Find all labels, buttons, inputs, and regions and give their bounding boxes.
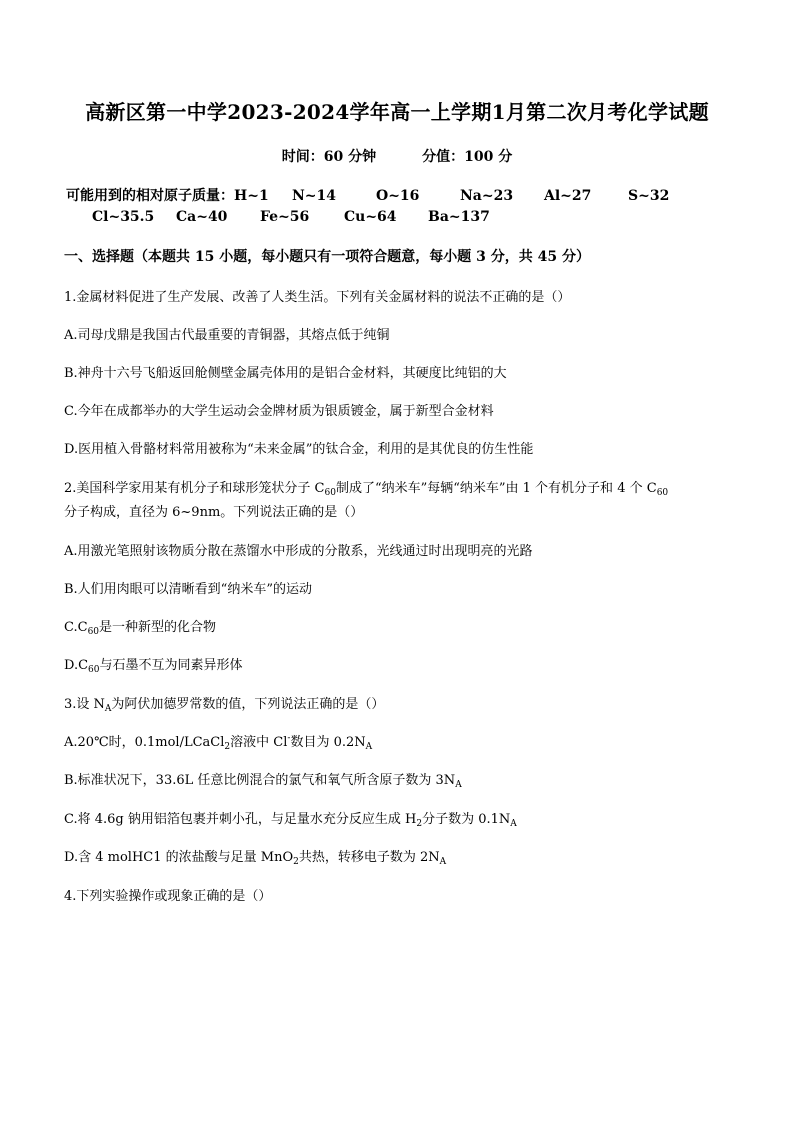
question-4-stem: 4.下列实验操作或现象正确的是（） — [64, 889, 272, 904]
atomic-mass: Ca~40 — [176, 209, 228, 225]
atomic-mass: S~32 — [628, 188, 670, 204]
question-2-stem-line-1: 2.美国科学家用某有机分子和球形笼状分子 $C_{60}$制成了“纳米车”每辆“纳米车”由 1 个有机分子和 4 个 $C_{60}$ — [64, 481, 669, 498]
question-3-option-b: B.标准状况下，33.6L 任意比例混合的氯气和氧气所含原子数为 $3N_A$ — [64, 773, 462, 790]
atomic-mass: Ba~137 — [428, 209, 490, 225]
question-3-option-d: D.含 4 molHC1 的浓盐酸与足量 MnO$_2$共热，转移电子数为 $2N_A$ — [64, 850, 447, 867]
exam-time: 时间：60 分钟 — [281, 149, 377, 165]
question-1-option-d: D.医用植入骨骼材料常用被称为“未来金属”的钛合金，利用的是其优良的仿生性能 — [64, 442, 534, 457]
atomic-mass: Al~27 — [544, 188, 592, 204]
question-3-stem: 3.设 $N_A$为阿伏加德罗常数的值，下列说法正确的是（） — [64, 697, 385, 714]
exam-score: 分值：100 分 — [422, 149, 513, 165]
question-2-option-b: B.人们用肉眼可以清晰看到“纳米车”的运动 — [64, 582, 312, 597]
question-3-option-a: A.20℃时，0.1mol/LCaCl$_2$溶液中 Cl-数目为 $0.2N_A$ — [64, 733, 373, 752]
atomic-mass: Na~23 — [460, 188, 514, 204]
question-2-option-a: A.用激光笔照射该物质分散在蒸馏水中形成的分散系，光线通过时出现明亮的光路 — [64, 544, 533, 559]
question-2-option-d: $D.C_{60}$与石墨不互为同素异形体 — [64, 658, 243, 675]
atomic-mass: O~16 — [376, 188, 420, 204]
atomic-masses-row-1 — [66, 185, 669, 205]
question-1-stem: 1.金属材料促进了生产发展、改善了人类生活。下列有关金属材料的说法不正确的是（） — [64, 290, 571, 305]
question-1-option-c: C.今年在成都举办的大学生运动会金牌材质为银质镀金，属于新型合金材料 — [64, 404, 494, 419]
exam-meta — [0, 146, 794, 166]
exam-title: 高新区第一中学2023-2024学年高一上学期1月第二次月考化学试题 — [85, 100, 709, 124]
question-1-option-a: A.司母戊鼎是我国古代最重要的青铜器，其熔点低于纯铜 — [64, 328, 390, 343]
atomic-mass: Cl~35.5 — [92, 209, 155, 225]
atomic-mass: H~1 — [234, 188, 269, 204]
question-2-stem-line-2: 分子构成，直径为 6~9nm。下列说法正确的是（） — [64, 505, 364, 520]
atomic-masses-row-2 — [92, 209, 490, 225]
question-2-option-c: $C.C_{60}$是一种新型的化合物 — [64, 620, 217, 637]
question-3-option-c: C.将 4.6g 钠用铝箔包裹并刺小孔，与足量水充分反应生成 $H_2$分子数为 $0.1N_A$ — [64, 812, 517, 829]
atomic-mass: Fe~56 — [260, 209, 310, 225]
section-heading: 一、选择题（本题共 15 小题，每小题只有一项符合题意，每小题 3 分，共 45 分） — [64, 249, 590, 265]
question-1-option-b: B.神舟十六号飞船返回舱侧壁金属壳体用的是铝合金材料，其硬度比纯铝的大 — [64, 366, 507, 381]
atomic-mass: Cu~64 — [344, 209, 397, 225]
atomic-masses-label: 可能用到的相对原子质量： — [66, 188, 234, 204]
atomic-mass: N~14 — [292, 188, 337, 204]
